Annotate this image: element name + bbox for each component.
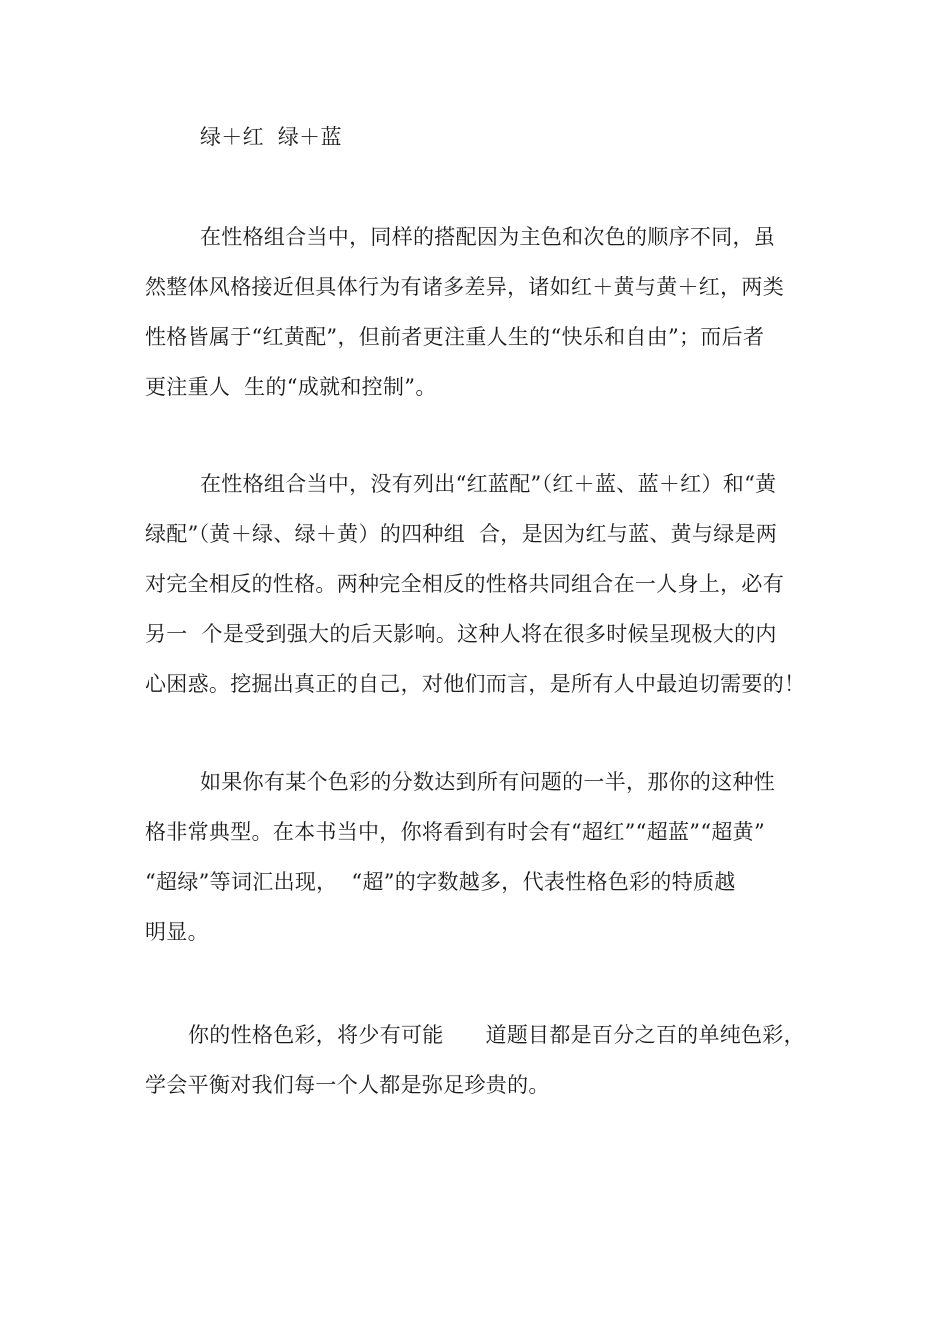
paragraph-4-line-2: 学会平衡对我们每一个人都是弥足珍贵的。 — [145, 1073, 550, 1097]
heading-line: 绿＋红 绿＋蓝 — [200, 125, 342, 149]
paragraph-1-line-3: 性格皆属于“红黄配”，但前者更注重人生的“快乐和自由”；而后者 — [145, 325, 765, 349]
paragraph-1-line-2: 然整体风格接近但具体行为有诸多差异，诸如红＋黄与黄＋红，两类 — [145, 275, 784, 299]
paragraph-2-line-3: 对完全相反的性格。两种完全相反的性格共同组合在一人身上，必有 — [145, 572, 784, 596]
paragraph-1-line-4: 更注重人 生的“成就和控制”。 — [145, 375, 437, 399]
paragraph-2-line-2: 绿配”（黄＋绿、绿＋黄）的四种组 合，是因为红与蓝、黄与绿是两 — [145, 522, 778, 546]
paragraph-2-line-4: 另一 个是受到强大的后天影响。这种人将在很多时候呈现极大的内 — [145, 622, 777, 646]
paragraph-3-line-1: 如果你有某个色彩的分数达到所有问题的一半，那你的这种性 — [200, 770, 776, 794]
paragraph-4-line-1: 你的性格色彩，将少有可能 道题目都是百分之百的单纯色彩， — [188, 1023, 805, 1047]
paragraph-1-line-1: 在性格组合当中，同样的搭配因为主色和次色的顺序不同，虽 — [200, 225, 776, 249]
paragraph-3-line-4: 明显。 — [145, 920, 209, 944]
paragraph-3-line-3: “超绿”等词汇出现， “超”的字数越多，代表性格色彩的特质越 — [145, 870, 736, 894]
paragraph-3-line-2: 格非常典型。在本书当中，你将看到有时会有“超红”“超蓝”“超黄” — [145, 820, 766, 844]
paragraph-2-line-5: 心困惑。挖掘出真正的自己，对他们而言，是所有人中最迫切需要的！ — [145, 672, 806, 696]
paragraph-2-line-1: 在性格组合当中，没有列出“红蓝配”（红＋蓝、蓝＋红）和“黄 — [200, 472, 777, 496]
